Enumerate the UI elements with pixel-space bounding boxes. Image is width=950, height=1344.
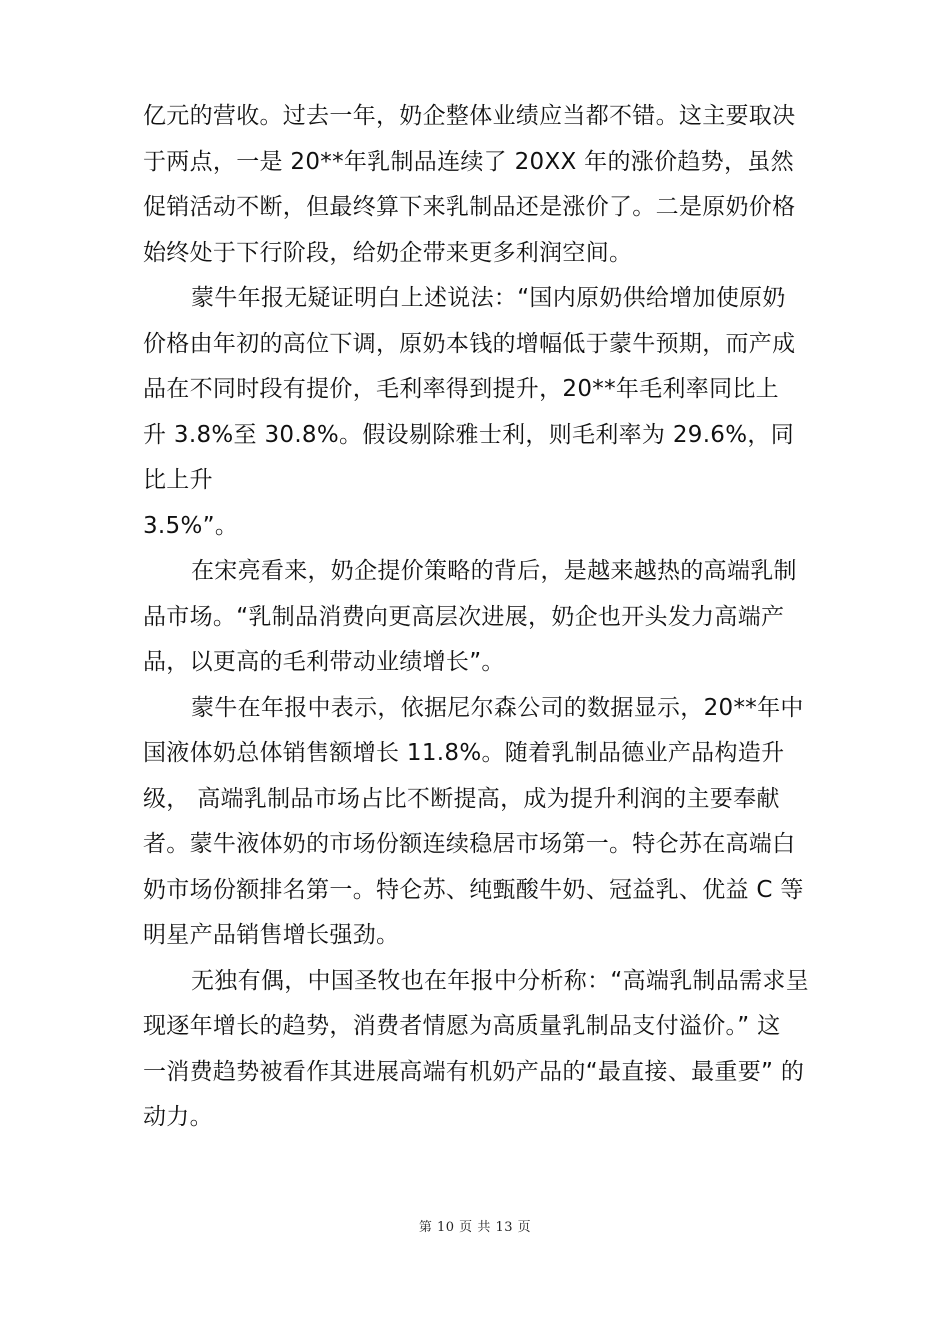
text-line: 品市场。“乳制品消费向更高层次进展，奶企也开头发力高端产 bbox=[143, 603, 785, 630]
text-line: 奶市场份额排名第一。特仑苏、纯甄酸牛奶、冠益乳、优益 C 等 bbox=[143, 876, 804, 903]
text-line: 者。蒙牛液体奶的市场份额连续稳居市场第一。特仑苏在高端白 bbox=[143, 831, 796, 857]
text-line: 动力。 bbox=[143, 1104, 213, 1130]
text-line: 现逐年增长的趋势，消费者情愿为高质量乳制品支付溢价。” 这 bbox=[143, 1013, 781, 1039]
text-line: 3.5%”。 bbox=[143, 512, 239, 539]
text-line: 促销活动不断，但最终算下来乳制品还是涨价了。二是原奶价格 bbox=[143, 194, 796, 220]
text-line: 一消费趋势被看作其进展高端有机奶产品的“最直接、最重要” 的 bbox=[143, 1058, 805, 1085]
page-number-footer: 第 10 页 共 13 页 bbox=[418, 1220, 532, 1235]
text-line: 蒙牛在年报中表示，依据尼尔森公司的数据显示，20**年中 bbox=[191, 694, 804, 721]
text-line: 价格由年初的高位下调，原奶本钱的增幅低于蒙牛预期，而产成 bbox=[143, 330, 796, 357]
text-line: 比上升 bbox=[143, 467, 213, 493]
text-line: 明星产品销售增长强劲。 bbox=[143, 922, 400, 948]
text-line: 国液体奶总体销售额增长 11.8%。随着乳制品德业产品构造升 bbox=[143, 740, 785, 766]
text-line: 级， 高端乳制品市场占比不断提高，成为提升利润的主要奉献 bbox=[143, 785, 780, 812]
text-line: 在宋亮看来，奶企提价策略的背后，是越来越热的高端乳制 bbox=[191, 558, 797, 584]
text-line: 升 3.8%至 30.8%。假设剔除雅士利，则毛利率为 29.6%，同 bbox=[143, 421, 794, 448]
text-line: 始终处于下行阶段，给奶企带来更多利润空间。 bbox=[143, 239, 633, 266]
body-text bbox=[143, 94, 823, 1141]
text-line: 无独有偶，中国圣牧也在年报中分析称：“高端乳制品需求呈 bbox=[191, 967, 810, 994]
text-line: 品，以更高的毛利带动业绩增长”。 bbox=[143, 649, 505, 675]
text-line: 于两点，一是 20**年乳制品连续了 20XX 年的涨价趋势，虽然 bbox=[143, 148, 794, 175]
text-line: 蒙牛年报无疑证明白上述说法：“国内原奶供给增加使原奶 bbox=[191, 285, 786, 311]
text-line: 品在不同时段有提价，毛利率得到提升，20**年毛利率同比上 bbox=[143, 376, 779, 402]
text-line: 亿元的营收。过去一年，奶企整体业绩应当都不错。这主要取决 bbox=[143, 103, 796, 129]
